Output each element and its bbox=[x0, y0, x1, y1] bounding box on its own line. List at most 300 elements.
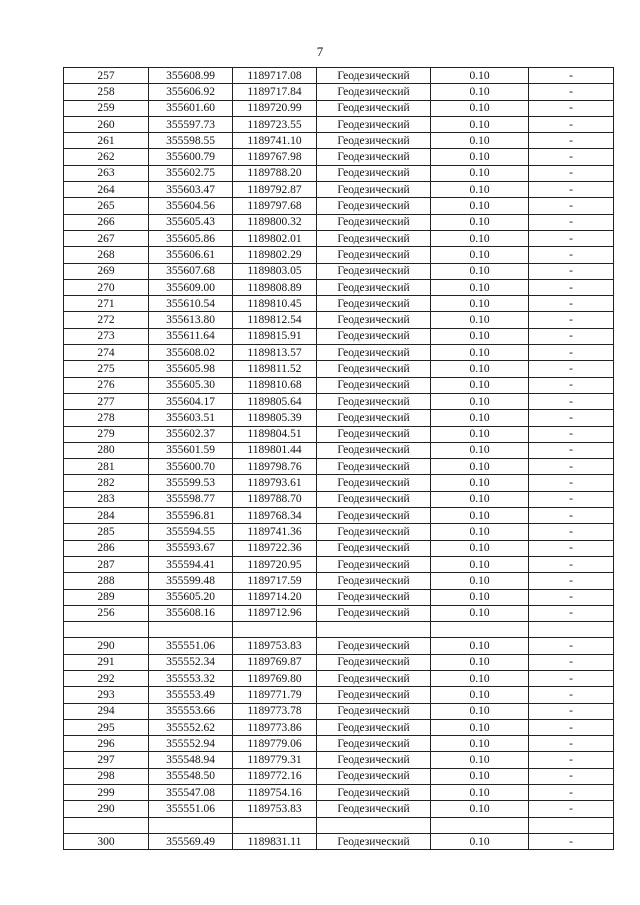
point-number-cell: 280 bbox=[64, 442, 149, 458]
x-coordinate-cell: 355596.81 bbox=[149, 508, 233, 524]
description-cell: - bbox=[529, 703, 614, 719]
point-number-cell: 274 bbox=[64, 345, 149, 361]
y-coordinate-cell: 1189798.76 bbox=[233, 459, 317, 475]
description-cell: - bbox=[529, 198, 614, 214]
y-coordinate-cell: 1189769.80 bbox=[233, 670, 317, 686]
accuracy-cell: 0.10 bbox=[431, 230, 529, 246]
accuracy-cell: 0.10 bbox=[431, 345, 529, 361]
y-coordinate-cell: 1189773.78 bbox=[233, 703, 317, 719]
table-row bbox=[64, 68, 614, 84]
x-coordinate-cell: 355601.59 bbox=[149, 442, 233, 458]
x-coordinate-cell: 355594.41 bbox=[149, 556, 233, 572]
description-cell: - bbox=[529, 279, 614, 295]
y-coordinate-cell: 1189811.52 bbox=[233, 361, 317, 377]
accuracy-cell: 0.10 bbox=[431, 149, 529, 165]
method-cell: Геодезический bbox=[317, 345, 431, 361]
accuracy-cell: 0.10 bbox=[431, 687, 529, 703]
y-coordinate-cell: 1189804.51 bbox=[233, 426, 317, 442]
method-cell: Геодезический bbox=[317, 508, 431, 524]
accuracy-cell: 0.10 bbox=[431, 361, 529, 377]
description-cell: - bbox=[529, 654, 614, 670]
y-coordinate-cell bbox=[233, 622, 317, 638]
table-row bbox=[64, 361, 614, 377]
point-number-cell: 256 bbox=[64, 605, 149, 621]
table-row bbox=[64, 116, 614, 132]
y-coordinate-cell: 1189805.64 bbox=[233, 393, 317, 409]
point-number-cell: 271 bbox=[64, 296, 149, 312]
y-coordinate-cell: 1189793.61 bbox=[233, 475, 317, 491]
description-cell: - bbox=[529, 296, 614, 312]
point-number-cell: 275 bbox=[64, 361, 149, 377]
point-number-cell: 284 bbox=[64, 508, 149, 524]
description-cell: - bbox=[529, 247, 614, 263]
y-coordinate-cell: 1189722.36 bbox=[233, 540, 317, 556]
x-coordinate-cell: 355608.99 bbox=[149, 68, 233, 84]
method-cell: Геодезический bbox=[317, 752, 431, 768]
table-row bbox=[64, 165, 614, 181]
accuracy-cell: 0.10 bbox=[431, 198, 529, 214]
x-coordinate-cell: 355599.53 bbox=[149, 475, 233, 491]
method-cell: Геодезический bbox=[317, 312, 431, 328]
y-coordinate-cell: 1189797.68 bbox=[233, 198, 317, 214]
description-cell: - bbox=[529, 768, 614, 784]
y-coordinate-cell: 1189720.99 bbox=[233, 100, 317, 116]
table-row bbox=[64, 263, 614, 279]
x-coordinate-cell: 355606.61 bbox=[149, 247, 233, 263]
description-cell: - bbox=[529, 393, 614, 409]
x-coordinate-cell bbox=[149, 817, 233, 833]
point-number-cell: 290 bbox=[64, 801, 149, 817]
table-row bbox=[64, 654, 614, 670]
y-coordinate-cell: 1189723.55 bbox=[233, 116, 317, 132]
accuracy-cell: 0.10 bbox=[431, 654, 529, 670]
description-cell: - bbox=[529, 328, 614, 344]
description-cell bbox=[529, 817, 614, 833]
accuracy-cell: 0.10 bbox=[431, 638, 529, 654]
x-coordinate-cell: 355603.47 bbox=[149, 182, 233, 198]
y-coordinate-cell: 1189802.01 bbox=[233, 230, 317, 246]
accuracy-cell: 0.10 bbox=[431, 785, 529, 801]
table-row bbox=[64, 752, 614, 768]
x-coordinate-cell: 355552.94 bbox=[149, 736, 233, 752]
method-cell: Геодезический bbox=[317, 475, 431, 491]
table-row bbox=[64, 556, 614, 572]
description-cell: - bbox=[529, 475, 614, 491]
table-row bbox=[64, 230, 614, 246]
point-number-cell: 272 bbox=[64, 312, 149, 328]
description-cell: - bbox=[529, 670, 614, 686]
x-coordinate-cell: 355609.00 bbox=[149, 279, 233, 295]
y-coordinate-cell: 1189717.84 bbox=[233, 84, 317, 100]
point-number-cell: 290 bbox=[64, 638, 149, 654]
method-cell: Геодезический bbox=[317, 393, 431, 409]
x-coordinate-cell: 355553.49 bbox=[149, 687, 233, 703]
table-row bbox=[64, 410, 614, 426]
x-coordinate-cell bbox=[149, 622, 233, 638]
accuracy-cell: 0.10 bbox=[431, 589, 529, 605]
description-cell: - bbox=[529, 263, 614, 279]
point-number-cell: 300 bbox=[64, 833, 149, 849]
method-cell: Геодезический bbox=[317, 279, 431, 295]
x-coordinate-cell: 355613.80 bbox=[149, 312, 233, 328]
point-number-cell: 291 bbox=[64, 654, 149, 670]
table-row bbox=[64, 475, 614, 491]
table-row bbox=[64, 84, 614, 100]
description-cell: - bbox=[529, 752, 614, 768]
y-coordinate-cell: 1189720.95 bbox=[233, 556, 317, 572]
point-number-cell: 287 bbox=[64, 556, 149, 572]
point-number-cell: 286 bbox=[64, 540, 149, 556]
accuracy-cell: 0.10 bbox=[431, 279, 529, 295]
accuracy-cell: 0.10 bbox=[431, 442, 529, 458]
y-coordinate-cell: 1189813.57 bbox=[233, 345, 317, 361]
point-number-cell: 257 bbox=[64, 68, 149, 84]
table-row bbox=[64, 214, 614, 230]
description-cell: - bbox=[529, 508, 614, 524]
accuracy-cell: 0.10 bbox=[431, 312, 529, 328]
description-cell: - bbox=[529, 182, 614, 198]
description-cell: - bbox=[529, 833, 614, 849]
accuracy-cell: 0.10 bbox=[431, 801, 529, 817]
accuracy-cell: 0.10 bbox=[431, 426, 529, 442]
accuracy-cell: 0.10 bbox=[431, 670, 529, 686]
y-coordinate-cell: 1189717.08 bbox=[233, 68, 317, 84]
point-number-cell bbox=[64, 817, 149, 833]
description-cell: - bbox=[529, 442, 614, 458]
table-row bbox=[64, 622, 614, 638]
point-number-cell: 281 bbox=[64, 459, 149, 475]
table-row bbox=[64, 100, 614, 116]
x-coordinate-cell: 355604.56 bbox=[149, 198, 233, 214]
x-coordinate-cell: 355551.06 bbox=[149, 801, 233, 817]
accuracy-cell: 0.10 bbox=[431, 68, 529, 84]
point-number-cell: 297 bbox=[64, 752, 149, 768]
x-coordinate-cell: 355593.67 bbox=[149, 540, 233, 556]
method-cell: Геодезический bbox=[317, 214, 431, 230]
accuracy-cell bbox=[431, 622, 529, 638]
point-number-cell: 298 bbox=[64, 768, 149, 784]
accuracy-cell: 0.10 bbox=[431, 508, 529, 524]
description-cell: - bbox=[529, 133, 614, 149]
table-row bbox=[64, 149, 614, 165]
y-coordinate-cell: 1189741.36 bbox=[233, 524, 317, 540]
description-cell: - bbox=[529, 116, 614, 132]
description-cell: - bbox=[529, 459, 614, 475]
table-row bbox=[64, 638, 614, 654]
table-row bbox=[64, 817, 614, 833]
y-coordinate-cell: 1189753.83 bbox=[233, 638, 317, 654]
table-row bbox=[64, 785, 614, 801]
method-cell: Геодезический bbox=[317, 410, 431, 426]
point-number-cell: 293 bbox=[64, 687, 149, 703]
accuracy-cell: 0.10 bbox=[431, 377, 529, 393]
y-coordinate-cell: 1189768.34 bbox=[233, 508, 317, 524]
method-cell: Геодезический bbox=[317, 133, 431, 149]
table-row bbox=[64, 247, 614, 263]
y-coordinate-cell: 1189792.87 bbox=[233, 182, 317, 198]
coordinates-table bbox=[63, 67, 614, 850]
table-row bbox=[64, 279, 614, 295]
accuracy-cell: 0.10 bbox=[431, 296, 529, 312]
description-cell: - bbox=[529, 84, 614, 100]
description-cell: - bbox=[529, 345, 614, 361]
description-cell: - bbox=[529, 361, 614, 377]
method-cell: Геодезический bbox=[317, 703, 431, 719]
description-cell: - bbox=[529, 573, 614, 589]
method-cell: Геодезический bbox=[317, 491, 431, 507]
description-cell: - bbox=[529, 719, 614, 735]
method-cell bbox=[317, 817, 431, 833]
point-number-cell: 264 bbox=[64, 182, 149, 198]
table-row bbox=[64, 703, 614, 719]
method-cell: Геодезический bbox=[317, 540, 431, 556]
y-coordinate-cell: 1189801.44 bbox=[233, 442, 317, 458]
y-coordinate-cell: 1189788.20 bbox=[233, 165, 317, 181]
point-number-cell: 283 bbox=[64, 491, 149, 507]
y-coordinate-cell: 1189810.45 bbox=[233, 296, 317, 312]
point-number-cell: 296 bbox=[64, 736, 149, 752]
x-coordinate-cell: 355553.66 bbox=[149, 703, 233, 719]
point-number-cell: 288 bbox=[64, 573, 149, 589]
y-coordinate-cell: 1189810.68 bbox=[233, 377, 317, 393]
x-coordinate-cell: 355606.92 bbox=[149, 84, 233, 100]
description-cell: - bbox=[529, 524, 614, 540]
y-coordinate-cell: 1189831.11 bbox=[233, 833, 317, 849]
description-cell: - bbox=[529, 68, 614, 84]
method-cell: Геодезический bbox=[317, 785, 431, 801]
accuracy-cell: 0.10 bbox=[431, 556, 529, 572]
y-coordinate-cell: 1189800.32 bbox=[233, 214, 317, 230]
method-cell: Геодезический bbox=[317, 573, 431, 589]
method-cell: Геодезический bbox=[317, 116, 431, 132]
accuracy-cell: 0.10 bbox=[431, 328, 529, 344]
table-row bbox=[64, 736, 614, 752]
table-row bbox=[64, 442, 614, 458]
point-number-cell: 265 bbox=[64, 198, 149, 214]
table-row bbox=[64, 198, 614, 214]
table-row bbox=[64, 345, 614, 361]
table-row bbox=[64, 768, 614, 784]
table-row bbox=[64, 296, 614, 312]
point-number-cell bbox=[64, 622, 149, 638]
y-coordinate-cell: 1189767.98 bbox=[233, 149, 317, 165]
y-coordinate-cell: 1189815.91 bbox=[233, 328, 317, 344]
accuracy-cell: 0.10 bbox=[431, 263, 529, 279]
accuracy-cell: 0.10 bbox=[431, 133, 529, 149]
method-cell: Геодезический bbox=[317, 654, 431, 670]
y-coordinate-cell: 1189808.89 bbox=[233, 279, 317, 295]
point-number-cell: 260 bbox=[64, 116, 149, 132]
accuracy-cell: 0.10 bbox=[431, 605, 529, 621]
accuracy-cell: 0.10 bbox=[431, 459, 529, 475]
x-coordinate-cell: 355605.30 bbox=[149, 377, 233, 393]
y-coordinate-cell: 1189788.70 bbox=[233, 491, 317, 507]
x-coordinate-cell: 355553.32 bbox=[149, 670, 233, 686]
method-cell: Геодезический bbox=[317, 377, 431, 393]
table-row bbox=[64, 426, 614, 442]
method-cell: Геодезический bbox=[317, 556, 431, 572]
point-number-cell: 270 bbox=[64, 279, 149, 295]
y-coordinate-cell: 1189812.54 bbox=[233, 312, 317, 328]
x-coordinate-cell: 355605.98 bbox=[149, 361, 233, 377]
method-cell: Геодезический bbox=[317, 801, 431, 817]
point-number-cell: 259 bbox=[64, 100, 149, 116]
point-number-cell: 299 bbox=[64, 785, 149, 801]
method-cell: Геодезический bbox=[317, 605, 431, 621]
x-coordinate-cell: 355594.55 bbox=[149, 524, 233, 540]
method-cell: Геодезический bbox=[317, 442, 431, 458]
description-cell: - bbox=[529, 149, 614, 165]
description-cell: - bbox=[529, 410, 614, 426]
x-coordinate-cell: 355602.37 bbox=[149, 426, 233, 442]
table-row bbox=[64, 801, 614, 817]
method-cell: Геодезический bbox=[317, 719, 431, 735]
x-coordinate-cell: 355605.43 bbox=[149, 214, 233, 230]
x-coordinate-cell: 355598.77 bbox=[149, 491, 233, 507]
point-number-cell: 267 bbox=[64, 230, 149, 246]
x-coordinate-cell: 355547.08 bbox=[149, 785, 233, 801]
description-cell: - bbox=[529, 214, 614, 230]
description-cell: - bbox=[529, 736, 614, 752]
accuracy-cell: 0.10 bbox=[431, 540, 529, 556]
x-coordinate-cell: 355600.70 bbox=[149, 459, 233, 475]
y-coordinate-cell: 1189717.59 bbox=[233, 573, 317, 589]
point-number-cell: 279 bbox=[64, 426, 149, 442]
point-number-cell: 276 bbox=[64, 377, 149, 393]
method-cell: Геодезический bbox=[317, 736, 431, 752]
accuracy-cell: 0.10 bbox=[431, 524, 529, 540]
method-cell: Геодезический bbox=[317, 198, 431, 214]
point-number-cell: 295 bbox=[64, 719, 149, 735]
y-coordinate-cell: 1189803.05 bbox=[233, 263, 317, 279]
accuracy-cell: 0.10 bbox=[431, 768, 529, 784]
method-cell: Геодезический bbox=[317, 361, 431, 377]
y-coordinate-cell: 1189772.16 bbox=[233, 768, 317, 784]
x-coordinate-cell: 355602.75 bbox=[149, 165, 233, 181]
x-coordinate-cell: 355608.02 bbox=[149, 345, 233, 361]
coordinates-table-body bbox=[64, 68, 614, 850]
point-number-cell: 268 bbox=[64, 247, 149, 263]
table-row bbox=[64, 605, 614, 621]
method-cell: Геодезический bbox=[317, 68, 431, 84]
y-coordinate-cell: 1189802.29 bbox=[233, 247, 317, 263]
table-row bbox=[64, 377, 614, 393]
x-coordinate-cell: 355607.68 bbox=[149, 263, 233, 279]
description-cell bbox=[529, 622, 614, 638]
table-row bbox=[64, 719, 614, 735]
table-row bbox=[64, 589, 614, 605]
table-row bbox=[64, 540, 614, 556]
table-row bbox=[64, 133, 614, 149]
method-cell: Геодезический bbox=[317, 524, 431, 540]
method-cell: Геодезический bbox=[317, 182, 431, 198]
accuracy-cell: 0.10 bbox=[431, 719, 529, 735]
table-row bbox=[64, 459, 614, 475]
x-coordinate-cell: 355608.16 bbox=[149, 605, 233, 621]
y-coordinate-cell: 1189714.20 bbox=[233, 589, 317, 605]
accuracy-cell: 0.10 bbox=[431, 116, 529, 132]
x-coordinate-cell: 355601.60 bbox=[149, 100, 233, 116]
description-cell: - bbox=[529, 589, 614, 605]
y-coordinate-cell: 1189769.87 bbox=[233, 654, 317, 670]
accuracy-cell: 0.10 bbox=[431, 573, 529, 589]
y-coordinate-cell: 1189712.96 bbox=[233, 605, 317, 621]
description-cell: - bbox=[529, 491, 614, 507]
method-cell: Геодезический bbox=[317, 833, 431, 849]
point-number-cell: 263 bbox=[64, 165, 149, 181]
description-cell: - bbox=[529, 605, 614, 621]
table-row bbox=[64, 524, 614, 540]
x-coordinate-cell: 355610.54 bbox=[149, 296, 233, 312]
description-cell: - bbox=[529, 100, 614, 116]
y-coordinate-cell: 1189779.06 bbox=[233, 736, 317, 752]
method-cell bbox=[317, 622, 431, 638]
point-number-cell: 273 bbox=[64, 328, 149, 344]
table-row bbox=[64, 833, 614, 849]
point-number-cell: 292 bbox=[64, 670, 149, 686]
method-cell: Геодезический bbox=[317, 230, 431, 246]
x-coordinate-cell: 355552.34 bbox=[149, 654, 233, 670]
x-coordinate-cell: 355598.55 bbox=[149, 133, 233, 149]
method-cell: Геодезический bbox=[317, 426, 431, 442]
method-cell: Геодезический bbox=[317, 263, 431, 279]
description-cell: - bbox=[529, 638, 614, 654]
accuracy-cell: 0.10 bbox=[431, 833, 529, 849]
x-coordinate-cell: 355611.64 bbox=[149, 328, 233, 344]
description-cell: - bbox=[529, 312, 614, 328]
accuracy-cell: 0.10 bbox=[431, 100, 529, 116]
y-coordinate-cell: 1189754.16 bbox=[233, 785, 317, 801]
x-coordinate-cell: 355548.50 bbox=[149, 768, 233, 784]
x-coordinate-cell: 355605.20 bbox=[149, 589, 233, 605]
accuracy-cell: 0.10 bbox=[431, 182, 529, 198]
page-number: 7 bbox=[316, 44, 324, 59]
table-row bbox=[64, 670, 614, 686]
accuracy-cell: 0.10 bbox=[431, 703, 529, 719]
y-coordinate-cell: 1189753.83 bbox=[233, 801, 317, 817]
accuracy-cell: 0.10 bbox=[431, 165, 529, 181]
method-cell: Геодезический bbox=[317, 165, 431, 181]
y-coordinate-cell: 1189805.39 bbox=[233, 410, 317, 426]
x-coordinate-cell: 355604.17 bbox=[149, 393, 233, 409]
x-coordinate-cell: 355597.73 bbox=[149, 116, 233, 132]
x-coordinate-cell: 355603.51 bbox=[149, 410, 233, 426]
accuracy-cell: 0.10 bbox=[431, 736, 529, 752]
method-cell: Геодезический bbox=[317, 768, 431, 784]
method-cell: Геодезический bbox=[317, 247, 431, 263]
description-cell: - bbox=[529, 426, 614, 442]
description-cell: - bbox=[529, 556, 614, 572]
point-number-cell: 266 bbox=[64, 214, 149, 230]
method-cell: Геодезический bbox=[317, 638, 431, 654]
description-cell: - bbox=[529, 785, 614, 801]
description-cell: - bbox=[529, 377, 614, 393]
x-coordinate-cell: 355605.86 bbox=[149, 230, 233, 246]
method-cell: Геодезический bbox=[317, 687, 431, 703]
accuracy-cell: 0.10 bbox=[431, 475, 529, 491]
accuracy-cell: 0.10 bbox=[431, 752, 529, 768]
table-row bbox=[64, 687, 614, 703]
y-coordinate-cell: 1189771.79 bbox=[233, 687, 317, 703]
y-coordinate-cell: 1189773.86 bbox=[233, 719, 317, 735]
table-row bbox=[64, 491, 614, 507]
point-number-cell: 262 bbox=[64, 149, 149, 165]
point-number-cell: 277 bbox=[64, 393, 149, 409]
table-row bbox=[64, 328, 614, 344]
accuracy-cell: 0.10 bbox=[431, 84, 529, 100]
point-number-cell: 294 bbox=[64, 703, 149, 719]
y-coordinate-cell: 1189741.10 bbox=[233, 133, 317, 149]
